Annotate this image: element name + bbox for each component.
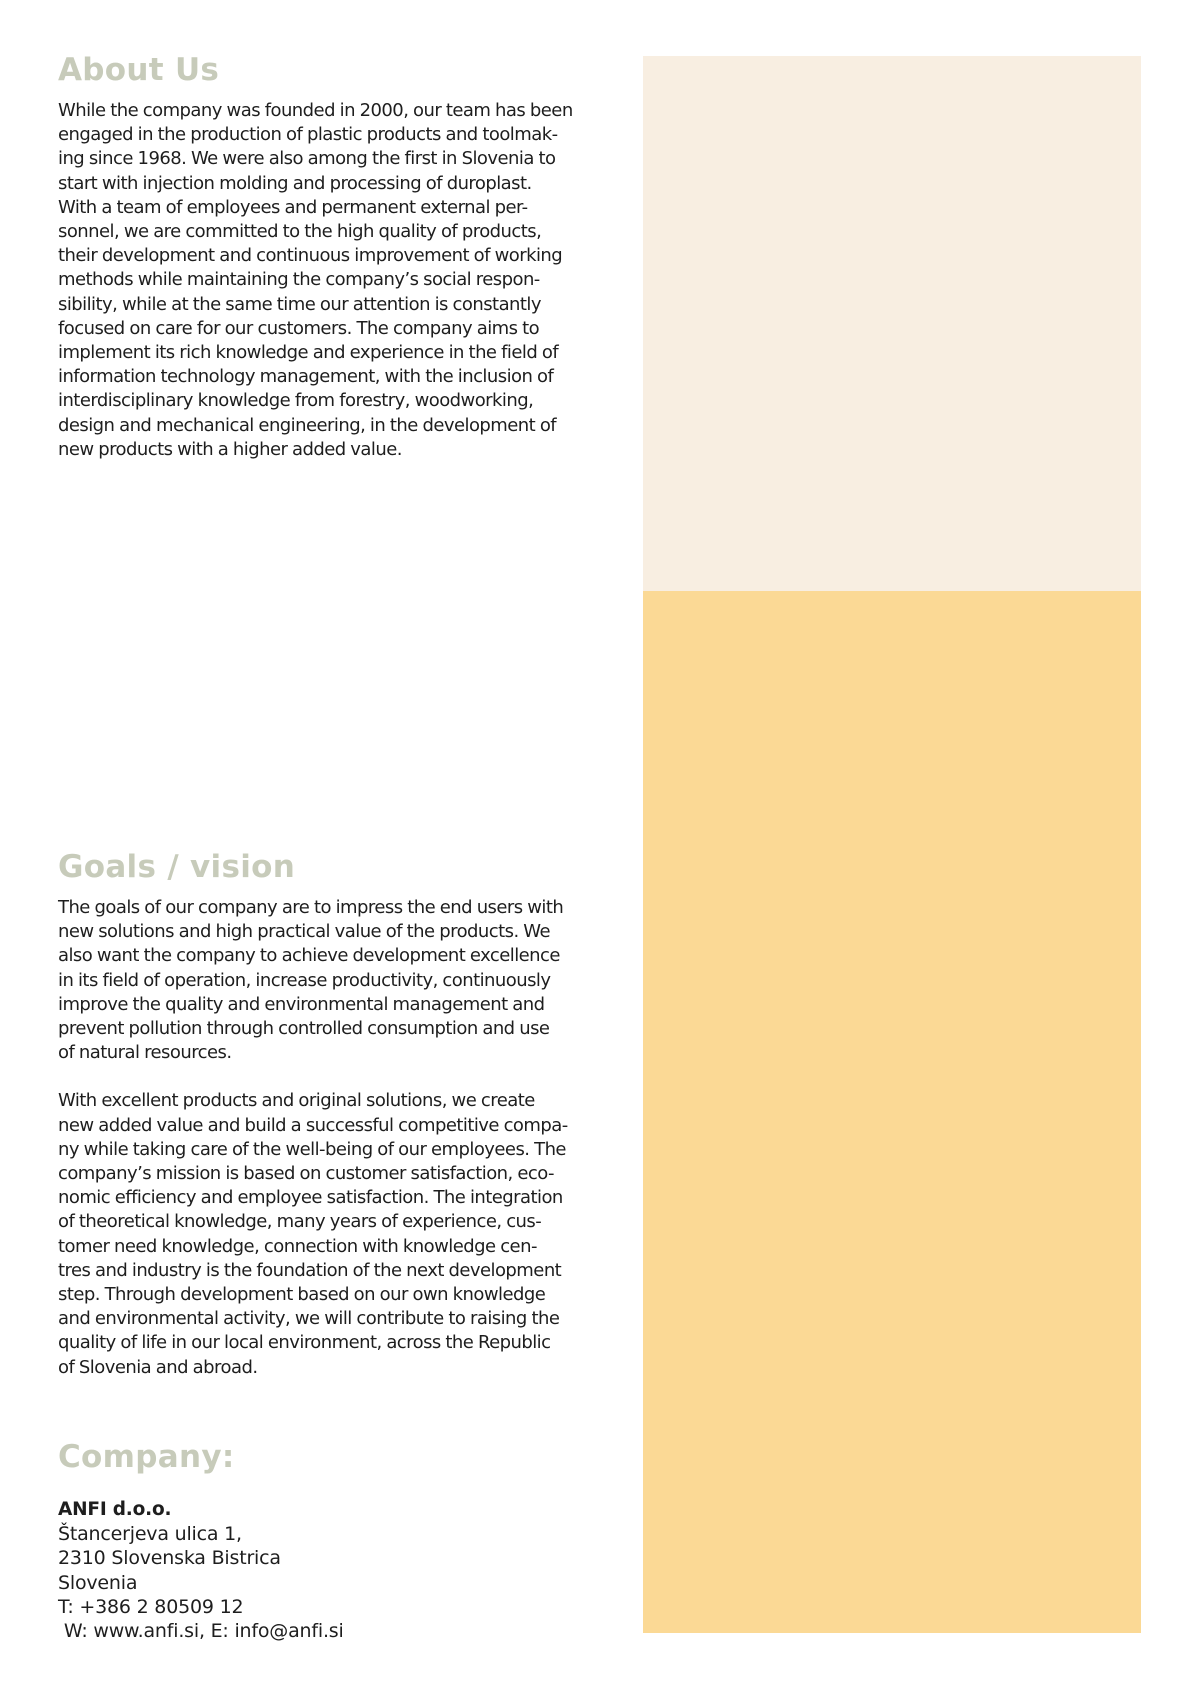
about-heading: About Us (58, 52, 220, 88)
goals-heading: Goals / vision (58, 849, 296, 885)
company-contact-block (58, 1498, 603, 1643)
about-section (58, 50, 603, 462)
company-country: Slovenia (58, 1571, 138, 1594)
goals-section (58, 847, 603, 1380)
company-heading: Company: (58, 1439, 235, 1475)
goals-paragraph-2: With excellent products and original solutions, we create new added value and build a successful competitive compa- ny while taking care of the well-being of our employees. The company’s mission is based on customer satisfaction, eco- nomic efficiency and employee satisfaction. The integration of theoretical knowledge, many years of experience, cus- tomer need knowledge, connection with knowledge cen- tres and industry is the foundation of the next development step. Through development based on our own knowledge and environmental activity, we will contribute to raising the quality of life in our local environment, across the Republic of Slovenia and abroad. (58, 1090, 568, 1378)
company-name: ANFI d.o.o. (58, 1499, 172, 1520)
company-section (58, 1437, 603, 1643)
company-phone: T: +386 2 80509 12 (58, 1595, 244, 1618)
company-street: Štancerjeva ulica 1, (58, 1523, 242, 1546)
decorative-panel-top (643, 56, 1141, 591)
about-body: While the company was founded in 2000, our team has been engaged in the production of plastic products and toolmak- ing since 1968. We were also among the first in Slovenia to start with injection molding and processing of duroplast. With a team of employees and permanent external per- sonnel, we are committed to the high quality of products, their development and continuous improvement of working methods while maintaining the company’s social respon- sibility, while at the same time our attention is constantly focused on care for our customers. The company aims to implement its rich knowledge and experience in the field of information technology management, with the inclusion of interdisciplinary knowledge from forestry, woodworking, design and mechanical engineering, in the development of new products with a higher added value. (58, 100, 573, 460)
decorative-panel-bottom (643, 591, 1141, 1633)
company-city: 2310 Slovenska Bistrica (58, 1547, 281, 1570)
company-web-email: W: www.anfi.si, E: info@anfi.si (58, 1620, 344, 1643)
goals-paragraph-1: The goals of our company are to impress the end users with new solutions and high practical value of the products. We also want the company to achieve development excellence in its field of operation, increase productivity, continuously improve the quality and environmental management and prevent pollution through controlled consumption and use of natural resources. (58, 897, 564, 1064)
